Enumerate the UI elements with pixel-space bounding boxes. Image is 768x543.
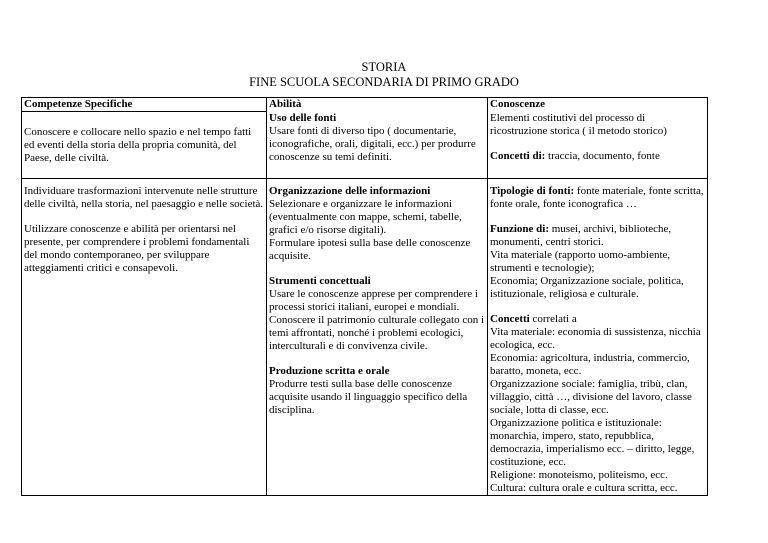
- strumenti-heading: Strumenti concettuali: [269, 275, 371, 287]
- curriculum-table: [21, 97, 708, 496]
- cell-conoscenze-2: [488, 179, 708, 496]
- document-subtitle: FINE SCUOLA SECONDARIA DI PRIMO GRADO: [249, 75, 519, 89]
- table-row: [22, 112, 708, 179]
- table-row: [22, 179, 708, 496]
- funzione-line: [490, 223, 705, 249]
- concetti-correlati-line: [490, 313, 705, 326]
- cell-competenze-1: [22, 112, 267, 179]
- organizzazione-text-2: Formulare ipotesi sulla base delle conoscenze acquisite.: [269, 237, 471, 262]
- concetti-item: Organizzazione sociale: famiglia, tribù, clan, villaggio, città …, divisione del lavoro, classe sociale, lotta di classe, ecc.: [490, 378, 692, 416]
- concetti-item: Economia: agricoltura, industria, commercio, baratto, moneta, ecc.: [490, 352, 690, 377]
- cell-competenze-2: [22, 179, 267, 496]
- concetti-label: Concetti: [490, 313, 530, 325]
- concetti-di-label: Concetti di:: [490, 149, 546, 162]
- concetti-item: Religione: monoteismo, politeismo, ecc.: [490, 469, 668, 481]
- strumenti-text-2: Conoscere il patrimonio culturale collegato con i temi affrontati, nonché i problemi ecologici, interculturali e di convivenza civile.: [269, 314, 485, 352]
- header-conoscenze: Conoscenze: [488, 98, 708, 112]
- cell-abilita-1: [267, 112, 488, 179]
- tipologie-line: [490, 185, 705, 211]
- competenze-text-2: Individuare trasformazioni intervenute nelle strutture delle civiltà, nella storia, nel paesaggio e nelle società.: [24, 185, 264, 210]
- cell-abilita-2: [267, 179, 488, 496]
- produzione-text: Produrre testi sulla base delle conoscenze acquisite usando il linguaggio specifico della disciplina.: [269, 378, 468, 416]
- concetti-di-line: [490, 150, 705, 163]
- header-abilita: Abilità: [267, 98, 488, 112]
- document-title: STORIA: [361, 60, 407, 74]
- header-competenze: Competenze Specifiche: [22, 98, 267, 112]
- competenze-text-1: Conoscere e collocare nello spazio e nel tempo fatti ed eventi della storia della propria comunità, del Paese, delle civiltà.: [24, 126, 252, 164]
- produzione-heading: Produzione scritta e orale: [269, 365, 390, 377]
- competenze-text-3: Utilizzare conoscenze e abilità per orientarsi nel presente, per comprendere i problemi fondamentali del mondo contemporaneo, per sviluppare atteggiamenti critici e consapevoli.: [24, 223, 250, 274]
- organizzazione-text: Selezionare e organizzare le informazioni (eventualmente con mappe, schemi, tabelle, grafici e/o risorse digitali).: [269, 198, 462, 236]
- metodo-storico-text: Elementi costitutivi del processo di ricostruzione storica ( il metodo storico): [490, 111, 667, 137]
- funzione-item: Vita materiale (rapporto uomo-ambiente, strumenti e tecnologie);: [490, 249, 671, 274]
- uso-fonti-text: Usare fonti di diverso tipo ( documentarie, iconografiche, orali, digitali, ecc.) per produrre conoscenze su temi definiti.: [269, 124, 476, 163]
- concetti-item: Vita materiale: economia di sussistenza, nicchia ecologica, ecc.: [490, 326, 701, 351]
- strumenti-text: Usare le conoscenze apprese per comprendere i processi storici italiani, europei e mondiali.: [269, 288, 478, 313]
- funzione-text: musei, archivi, biblioteche, monumenti, centri storici.: [490, 223, 672, 248]
- tipologie-label: Tipologie di fonti:: [490, 185, 575, 197]
- tipologie-text: fonte materiale, fonte scritta, fonte orale, fonte iconografica …: [490, 185, 704, 210]
- table-header-row: [22, 98, 708, 112]
- cell-conoscenze-1: [488, 112, 708, 179]
- concetti-text: correlati a: [529, 313, 577, 325]
- funzione-item: Economia; Organizzazione sociale, politica, istituzionale, religiosa e culturale.: [490, 275, 684, 300]
- organizzazione-heading: Organizzazione delle informazioni: [269, 185, 431, 197]
- concetti-di-text: traccia, documento, fonte: [545, 149, 660, 162]
- concetti-item: Cultura: cultura orale e cultura scritta, ecc.: [490, 482, 678, 494]
- funzione-label: Funzione di:: [490, 223, 549, 235]
- uso-fonti-heading: Uso delle fonti: [269, 111, 337, 124]
- concetti-item: Organizzazione politica e istituzionale: monarchia, impero, stato, repubblica, democrazia, imperialismo ecc. – diritto, legge, costituzione, ecc.: [490, 417, 695, 468]
